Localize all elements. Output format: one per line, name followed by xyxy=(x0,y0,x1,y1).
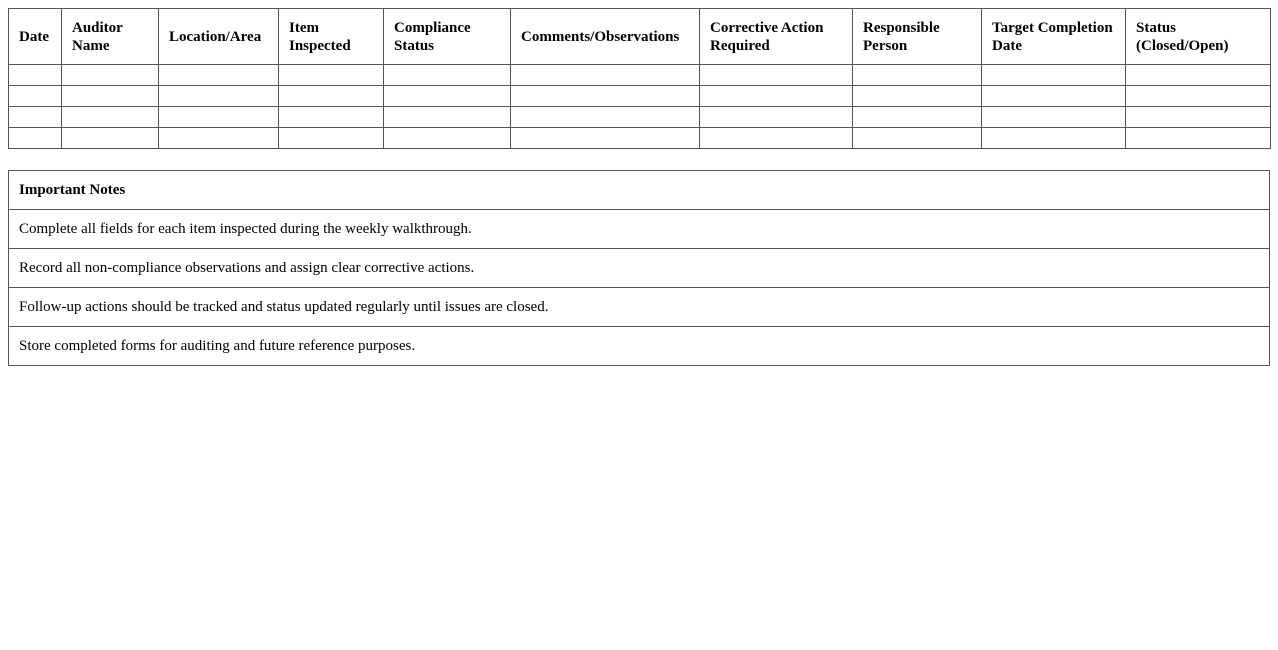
table-cell[interactable] xyxy=(700,128,853,149)
table-row xyxy=(9,107,1271,128)
table-cell[interactable] xyxy=(384,107,511,128)
note-item: Store completed forms for auditing and future reference purposes. xyxy=(9,327,1270,366)
table-cell[interactable] xyxy=(853,128,982,149)
header-status: Status (Closed/Open) xyxy=(1126,9,1271,65)
header-auditor-name: Auditor Name xyxy=(62,9,159,65)
table-cell[interactable] xyxy=(384,128,511,149)
table-cell[interactable] xyxy=(982,128,1126,149)
header-location-area: Location/Area xyxy=(159,9,279,65)
table-cell[interactable] xyxy=(279,65,384,86)
audit-table xyxy=(8,8,1271,149)
header-target-date: Target Completion Date xyxy=(982,9,1126,65)
table-cell[interactable] xyxy=(159,107,279,128)
table-cell[interactable] xyxy=(853,65,982,86)
table-cell[interactable] xyxy=(62,128,159,149)
note-item: Follow-up actions should be tracked and status updated regularly until issues are closed. xyxy=(9,288,1270,327)
table-cell[interactable] xyxy=(9,86,62,107)
header-comments: Comments/Observations xyxy=(511,9,700,65)
table-cell[interactable] xyxy=(279,128,384,149)
table-cell[interactable] xyxy=(511,107,700,128)
table-cell[interactable] xyxy=(511,128,700,149)
table-cell[interactable] xyxy=(982,65,1126,86)
table-cell[interactable] xyxy=(62,86,159,107)
table-cell[interactable] xyxy=(982,107,1126,128)
header-row xyxy=(9,9,1271,65)
header-compliance-status: Compliance Status xyxy=(384,9,511,65)
header-corrective-action: Corrective Action Required xyxy=(700,9,853,65)
table-cell[interactable] xyxy=(279,86,384,107)
table-cell[interactable] xyxy=(9,107,62,128)
table-cell[interactable] xyxy=(982,86,1126,107)
table-cell[interactable] xyxy=(511,65,700,86)
table-cell[interactable] xyxy=(384,65,511,86)
table-cell[interactable] xyxy=(511,86,700,107)
note-item: Record all non-compliance observations and assign clear corrective actions. xyxy=(9,249,1270,288)
table-cell[interactable] xyxy=(1126,128,1271,149)
table-cell[interactable] xyxy=(159,86,279,107)
note-item: Complete all fields for each item inspected during the weekly walkthrough. xyxy=(9,210,1270,249)
table-cell[interactable] xyxy=(62,107,159,128)
table-cell[interactable] xyxy=(853,107,982,128)
table-cell[interactable] xyxy=(700,107,853,128)
table-cell[interactable] xyxy=(9,128,62,149)
table-cell[interactable] xyxy=(159,128,279,149)
table-row xyxy=(9,86,1271,107)
table-cell[interactable] xyxy=(700,65,853,86)
header-item-inspected: Item Inspected xyxy=(279,9,384,65)
table-cell[interactable] xyxy=(1126,65,1271,86)
table-cell[interactable] xyxy=(279,107,384,128)
table-cell[interactable] xyxy=(700,86,853,107)
table-cell[interactable] xyxy=(853,86,982,107)
table-cell[interactable] xyxy=(9,65,62,86)
table-row xyxy=(9,128,1271,149)
header-date: Date xyxy=(9,9,62,65)
table-cell[interactable] xyxy=(159,65,279,86)
notes-title: Important Notes xyxy=(9,171,1270,210)
important-notes-table xyxy=(8,170,1270,366)
table-cell[interactable] xyxy=(1126,86,1271,107)
table-cell[interactable] xyxy=(384,86,511,107)
table-row xyxy=(9,65,1271,86)
table-cell[interactable] xyxy=(62,65,159,86)
header-responsible-person: Responsible Person xyxy=(853,9,982,65)
table-cell[interactable] xyxy=(1126,107,1271,128)
